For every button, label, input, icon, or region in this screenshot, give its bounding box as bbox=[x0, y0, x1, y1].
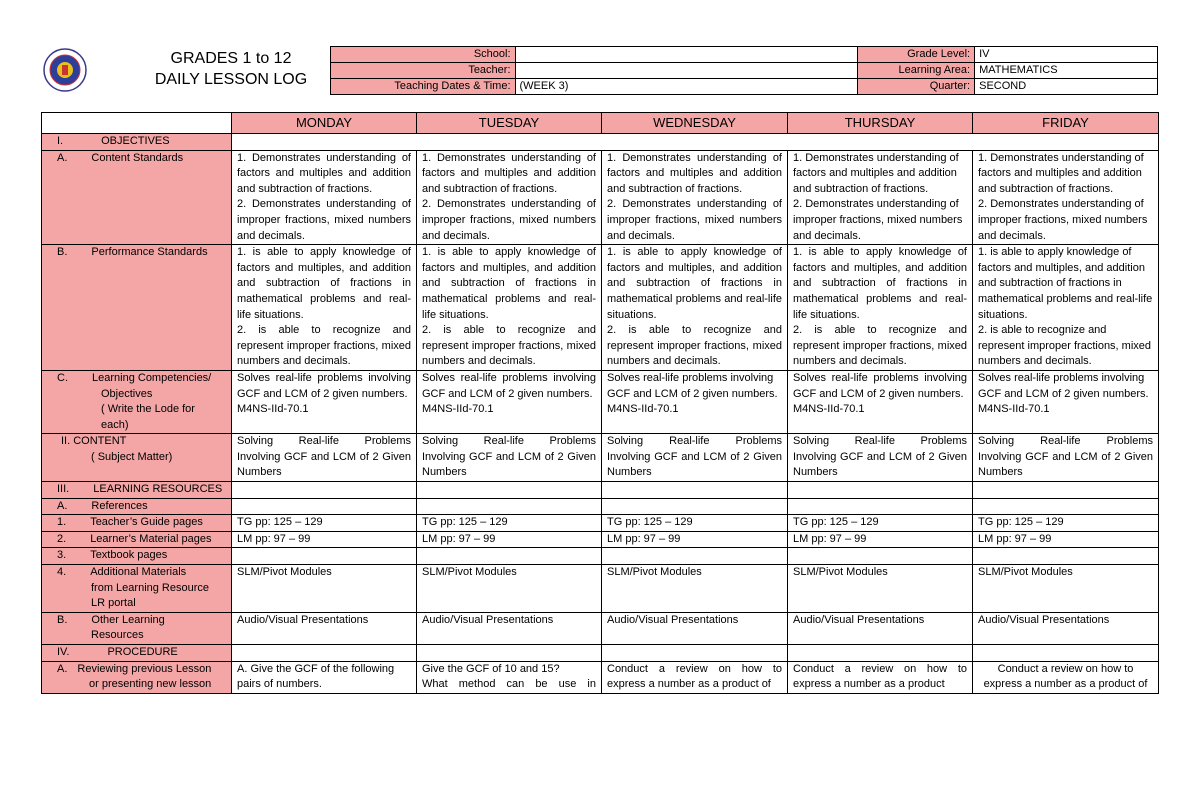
procedure-cell-wednesday bbox=[602, 645, 788, 662]
other-resources-wednesday: Audio/Visual Presentations bbox=[602, 612, 788, 644]
review-tuesday: Give the GCF of 10 and 15? What method can be use in bbox=[417, 661, 602, 693]
competencies-friday: Solves real-life problems involving GCF and LCM of 2 given numbers. M4NS-IId-70.1 bbox=[973, 370, 1159, 433]
competencies-tuesday: Solves real-life problems involving GCF and LCM of 2 given numbers. M4NS-IId-70.1 bbox=[417, 370, 602, 433]
lesson-log-header bbox=[41, 46, 1158, 97]
resources-cell-wednesday bbox=[602, 482, 788, 499]
references-label: A. References bbox=[42, 498, 232, 515]
learning-area-value[interactable]: MATHEMATICS bbox=[975, 63, 1158, 79]
learners-material-friday: LM pp: 97 – 99 bbox=[973, 531, 1159, 548]
day-header-friday: FRIDAY bbox=[973, 113, 1159, 134]
review-row bbox=[42, 661, 1159, 693]
content-friday: Solving Real-life Problems Involving GCF and LCM of 2 Given Numbers bbox=[973, 434, 1159, 482]
competencies-label: C. Learning Competencies/ Objectives ( Write the Lode for each) bbox=[42, 370, 232, 433]
school-value[interactable] bbox=[515, 47, 858, 63]
review-monday: A. Give the GCF of the following pairs of numbers. bbox=[232, 661, 417, 693]
references-cell-thursday bbox=[788, 498, 973, 515]
teachers-guide-monday: TG pp: 125 – 129 bbox=[232, 515, 417, 532]
performance-standards-friday: 1. is able to apply knowledge of factors and multiples, and addition and subtraction of fractions in mathematical problems and real-life situations. 2. is able to recognize and represent improper fractions, mixed numbers and decimals. bbox=[973, 245, 1159, 371]
references-cell-friday bbox=[973, 498, 1159, 515]
textbook-tuesday bbox=[417, 548, 602, 565]
objectives-cell bbox=[232, 134, 1159, 151]
teaching-dates-value[interactable]: (WEEK 3) bbox=[515, 79, 858, 95]
learning-resources-row bbox=[42, 482, 1159, 499]
learning-resources-label: III. LEARNING RESOURCES bbox=[42, 482, 232, 499]
additional-materials-thursday: SLM/Pivot Modules bbox=[788, 565, 973, 613]
references-cell-tuesday bbox=[417, 498, 602, 515]
teachers-guide-thursday: TG pp: 125 – 129 bbox=[788, 515, 973, 532]
learners-material-thursday: LM pp: 97 – 99 bbox=[788, 531, 973, 548]
teachers-guide-wednesday: TG pp: 125 – 129 bbox=[602, 515, 788, 532]
other-resources-tuesday: Audio/Visual Presentations bbox=[417, 612, 602, 644]
review-thursday: Conduct a review on how to express a number as a product bbox=[788, 661, 973, 693]
resources-cell-thursday bbox=[788, 482, 973, 499]
teachers-guide-friday: TG pp: 125 – 129 bbox=[973, 515, 1159, 532]
objectives-row bbox=[42, 134, 1159, 151]
textbook-wednesday bbox=[602, 548, 788, 565]
competencies-wednesday: Solves real-life problems involving GCF and LCM of 2 given numbers. M4NS-IId-70.1 bbox=[602, 370, 788, 433]
learners-material-label: 2. Learner’s Material pages bbox=[42, 531, 232, 548]
quarter-label: Quarter: bbox=[858, 79, 975, 95]
content-row bbox=[42, 434, 1159, 482]
form-title bbox=[96, 46, 366, 97]
grade-level-label: Grade Level: bbox=[858, 47, 975, 63]
competencies-monday: Solves real-life problems involving GCF and LCM of 2 given numbers. M4NS-IId-70.1 bbox=[232, 370, 417, 433]
content-standards-thursday: 1. Demonstrates understanding of factors and multiples and addition and subtraction of fractions. 2. Demonstrates understanding of improper fractions, mixed numbers and decimals. bbox=[788, 150, 973, 245]
procedure-cell-friday bbox=[973, 645, 1159, 662]
competencies-row bbox=[42, 370, 1159, 433]
other-resources-thursday: Audio/Visual Presentations bbox=[788, 612, 973, 644]
additional-materials-row bbox=[42, 565, 1159, 613]
teachers-guide-label: 1. Teacher’s Guide pages bbox=[42, 515, 232, 532]
additional-materials-tuesday: SLM/Pivot Modules bbox=[417, 565, 602, 613]
content-label: II. CONTENT ( Subject Matter) bbox=[42, 434, 232, 482]
additional-materials-monday: SLM/Pivot Modules bbox=[232, 565, 417, 613]
resources-cell-tuesday bbox=[417, 482, 602, 499]
performance-standards-label: B. Performance Standards bbox=[42, 245, 232, 371]
competencies-thursday: Solves real-life problems involving GCF and LCM of 2 given numbers. M4NS-IId-70.1 bbox=[788, 370, 973, 433]
teachers-guide-row bbox=[42, 515, 1159, 532]
textbook-label: 3. Textbook pages bbox=[42, 548, 232, 565]
teachers-guide-tuesday: TG pp: 125 – 129 bbox=[417, 515, 602, 532]
content-standards-friday: 1. Demonstrates understanding of factors and multiples and addition and subtraction of fractions. 2. Demonstrates understanding of improper fractions, mixed numbers and decimals. bbox=[973, 150, 1159, 245]
content-monday: Solving Real-life Problems Involving GCF and LCM of 2 Given Numbers bbox=[232, 434, 417, 482]
learners-material-monday: LM pp: 97 – 99 bbox=[232, 531, 417, 548]
quarter-value[interactable]: SECOND bbox=[975, 79, 1158, 95]
content-standards-monday: 1. Demonstrates understanding of factors and multiples and addition and subtraction of fractions. 2. Demonstrates understanding of improper fractions, mixed numbers and decimals. bbox=[232, 150, 417, 245]
procedure-label: IV. PROCEDURE bbox=[42, 645, 232, 662]
content-wednesday: Solving Real-life Problems Involving GCF and LCM of 2 Given Numbers bbox=[602, 434, 788, 482]
learners-material-tuesday: LM pp: 97 – 99 bbox=[417, 531, 602, 548]
day-header-wednesday: WEDNESDAY bbox=[602, 113, 788, 134]
textbook-monday bbox=[232, 548, 417, 565]
review-wednesday: Conduct a review on how to express a number as a product of bbox=[602, 661, 788, 693]
review-label: A. Reviewing previous Lesson or presenting new lesson bbox=[42, 661, 232, 693]
school-label: School: bbox=[331, 47, 516, 63]
resources-cell-friday bbox=[973, 482, 1159, 499]
objectives-label: I. OBJECTIVES bbox=[42, 134, 232, 151]
learning-area-label: Learning Area: bbox=[858, 63, 975, 79]
content-tuesday: Solving Real-life Problems Involving GCF and LCM of 2 Given Numbers bbox=[417, 434, 602, 482]
lesson-log-table bbox=[41, 112, 1159, 694]
header-info-table bbox=[330, 46, 1158, 95]
procedure-row bbox=[42, 645, 1159, 662]
performance-standards-monday: 1. is able to apply knowledge of factors and multiples, and addition and subtraction of fractions in mathematical problems and real-life situations. 2. is able to recognize and represent improper fractions, mixed numbers and decimals. bbox=[232, 245, 417, 371]
textbook-friday bbox=[973, 548, 1159, 565]
corner-cell bbox=[42, 113, 232, 134]
procedure-cell-tuesday bbox=[417, 645, 602, 662]
references-row bbox=[42, 498, 1159, 515]
content-standards-label: A. Content Standards bbox=[42, 150, 232, 245]
other-resources-friday: Audio/Visual Presentations bbox=[973, 612, 1159, 644]
additional-materials-friday: SLM/Pivot Modules bbox=[973, 565, 1159, 613]
deped-seal-icon bbox=[43, 48, 87, 92]
additional-materials-label: 4. Additional Materials from Learning Resource LR portal bbox=[42, 565, 232, 613]
teacher-label: Teacher: bbox=[331, 63, 516, 79]
teaching-dates-label: Teaching Dates & Time: bbox=[331, 79, 516, 95]
content-standards-tuesday: 1. Demonstrates understanding of factors and multiples and addition and subtraction of fractions. 2. Demonstrates understanding of improper fractions, mixed numbers and decimals. bbox=[417, 150, 602, 245]
references-cell-monday bbox=[232, 498, 417, 515]
resources-cell-monday bbox=[232, 482, 417, 499]
procedure-cell-monday bbox=[232, 645, 417, 662]
content-standards-row bbox=[42, 150, 1159, 245]
title-line-1: GRADES 1 to 12 bbox=[170, 50, 292, 67]
other-resources-row bbox=[42, 612, 1159, 644]
review-friday: Conduct a review on how to express a number as a product of bbox=[973, 661, 1159, 693]
day-header-row bbox=[42, 113, 1159, 134]
grade-level-value[interactable]: IV bbox=[975, 47, 1158, 63]
day-header-thursday: THURSDAY bbox=[788, 113, 973, 134]
learners-material-row bbox=[42, 531, 1159, 548]
content-thursday: Solving Real-life Problems Involving GCF and LCM of 2 Given Numbers bbox=[788, 434, 973, 482]
performance-standards-wednesday: 1. is able to apply knowledge of factors and multiples, and addition and subtraction of fractions in mathematical problems and real-life situations. 2. is able to recognize and represent improper fractions, mixed numbers and decimals. bbox=[602, 245, 788, 371]
procedure-cell-thursday bbox=[788, 645, 973, 662]
day-header-monday: MONDAY bbox=[232, 113, 417, 134]
day-header-tuesday: TUESDAY bbox=[417, 113, 602, 134]
additional-materials-wednesday: SLM/Pivot Modules bbox=[602, 565, 788, 613]
references-cell-wednesday bbox=[602, 498, 788, 515]
learners-material-wednesday: LM pp: 97 – 99 bbox=[602, 531, 788, 548]
teacher-value[interactable] bbox=[515, 63, 858, 79]
other-resources-monday: Audio/Visual Presentations bbox=[232, 612, 417, 644]
other-resources-label: B. Other Learning Resources bbox=[42, 612, 232, 644]
textbook-row bbox=[42, 548, 1159, 565]
performance-standards-row bbox=[42, 245, 1159, 371]
performance-standards-thursday: 1. is able to apply knowledge of factors and multiples, and addition and subtraction of fractions in mathematical problems and real-life situations. 2. is able to recognize and represent improper fractions, mixed numbers and decimals. bbox=[788, 245, 973, 371]
textbook-thursday bbox=[788, 548, 973, 565]
title-line-2: DAILY LESSON LOG bbox=[154, 71, 308, 88]
content-standards-wednesday: 1. Demonstrates understanding of factors and multiples and addition and subtraction of fractions. 2. Demonstrates understanding of improper fractions, mixed numbers and decimals. bbox=[602, 150, 788, 245]
performance-standards-tuesday: 1. is able to apply knowledge of factors and multiples, and addition and subtraction of fractions in mathematical problems and real-life situations. 2. is able to recognize and represent improper fractions, mixed numbers and decimals. bbox=[417, 245, 602, 371]
